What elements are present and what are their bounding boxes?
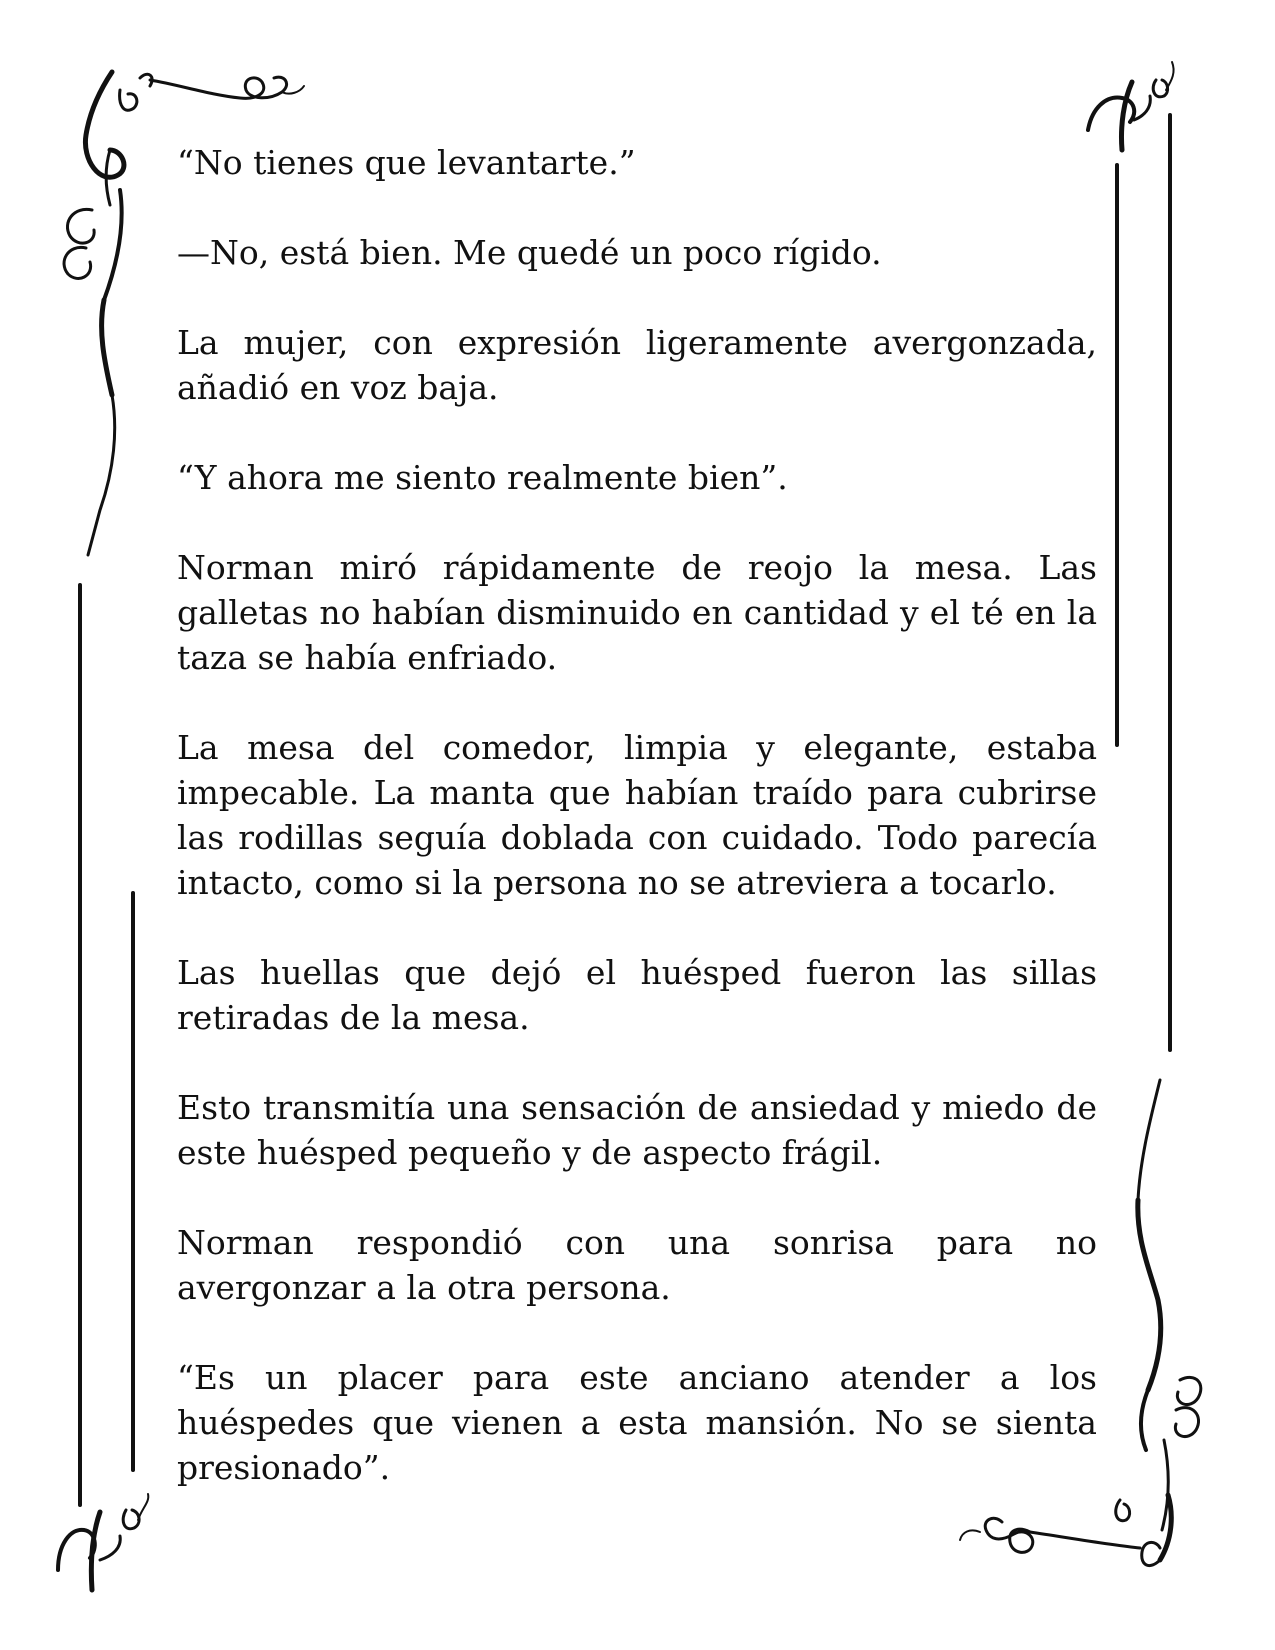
paragraph-3: La mujer, con expresión ligeramente avergonzada, añadió en voz baja. bbox=[177, 323, 1097, 407]
flourish-top-right bbox=[1088, 62, 1174, 150]
paragraph-7: Las huellas que dejó el huésped fueron las sillas retiradas de la mesa. bbox=[177, 953, 1097, 1037]
flourish-bottom-left bbox=[58, 1494, 148, 1590]
paragraph-2: —No, está bien. Me quedé un poco rígido. bbox=[177, 233, 882, 272]
paragraph-1: “No tienes que levantarte.” bbox=[177, 143, 636, 182]
paragraph-9: Norman respondió con una sonrisa para no avergonzar a la otra persona. bbox=[177, 1223, 1097, 1307]
paragraph-4: “Y ahora me siento realmente bien”. bbox=[177, 458, 788, 497]
paragraph-6: La mesa del comedor, limpia y elegante, estaba impecable. La manta que habían traído para cubrirse las rodillas seguía doblada con cuidado. Todo parecía intacto, como si la persona no se atreviera a tocarlo. bbox=[177, 728, 1097, 902]
paragraph-10: “Es un placer para este anciano atender a los huéspedes que vienen a esta mansión. No se sienta presionado”. bbox=[177, 1358, 1097, 1487]
body-text bbox=[177, 140, 1097, 1490]
paragraph-8: Esto transmitía una sensación de ansiedad y miedo de este huésped pequeño y de aspecto frágil. bbox=[177, 1088, 1097, 1172]
paragraph-5: Norman miró rápidamente de reojo la mesa. Las galletas no habían disminuido en cantidad y el té en la taza se había enfriado. bbox=[177, 548, 1097, 677]
